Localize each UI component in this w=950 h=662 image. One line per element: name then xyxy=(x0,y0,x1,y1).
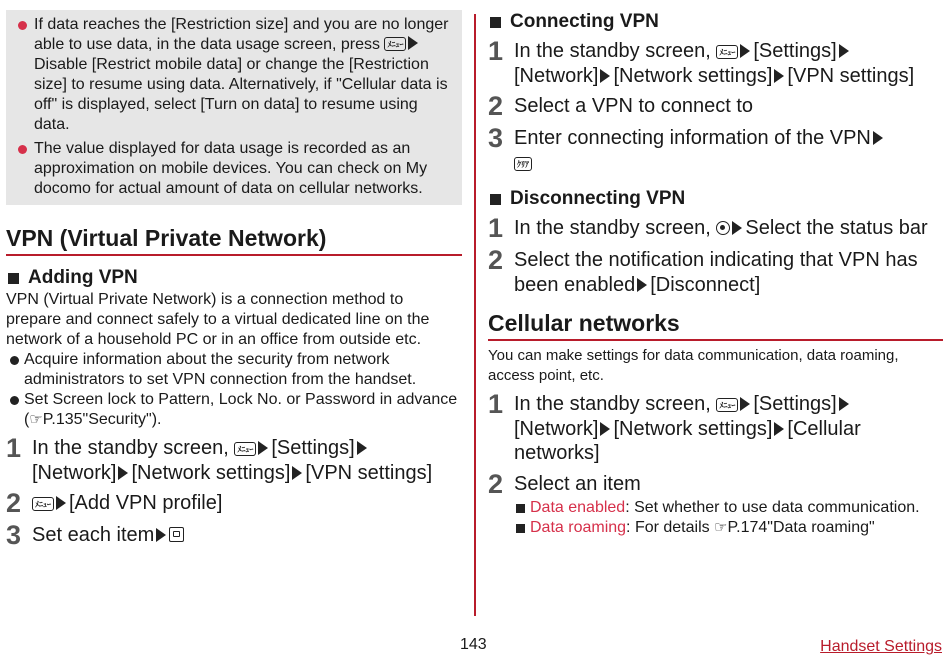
handset-settings-link[interactable]: Handset Settings xyxy=(820,638,942,655)
step-3-connect: 3 Enter connecting information of the VPN ｸﾘｱ xyxy=(488,126,943,175)
bullet-security-info: Acquire information about the security from network administrators to set VPN connection from the handset. xyxy=(6,350,462,390)
arrow-icon xyxy=(774,69,784,83)
home-key-icon xyxy=(716,221,730,235)
arrow-icon xyxy=(873,131,883,145)
cellular-networks-heading: Cellular networks xyxy=(488,309,943,341)
cellular-paragraph: You can make settings for data communication, data roaming, access point, etc. xyxy=(488,347,899,384)
arrow-icon xyxy=(740,397,750,411)
adding-vpn-paragraph: VPN (Virtual Private Network) is a connection method to prepare and connect safely to a virtual dedicated line on the network of a household PC or in an office from outside etc. xyxy=(6,291,430,348)
security-page-link[interactable]: P.135"Security"). xyxy=(42,411,162,428)
square-bullet-icon xyxy=(490,17,501,28)
connecting-vpn-heading: Connecting VPN xyxy=(488,10,943,34)
step-2-connect: 2 Select a VPN to connect to xyxy=(488,91,754,121)
disconnecting-vpn-heading: Disconnecting VPN xyxy=(488,187,943,211)
adding-vpn-heading: Adding VPN xyxy=(6,266,462,290)
arrow-icon xyxy=(156,528,166,542)
arrow-icon xyxy=(118,466,128,480)
note-restriction: If data reaches the [Restriction size] and you are no longer able to use data, in the data usage screen, press ﾒﾆｭｰDisable [Restrict mobile data] or change the [Restriction size] to resume using data. Alternatively, if "Cellular data is off" is displayed, select [Turn on data] to resume using data. xyxy=(12,15,452,135)
step-3-add-vpn: 3 Set each item xyxy=(6,523,462,549)
arrow-icon xyxy=(732,221,742,235)
page-number: 143 xyxy=(460,636,487,653)
step-1-add-vpn: 1 In the standby screen, ﾒﾆｭｰ [Settings] [Network] [Network settings] [VPN settings] xyxy=(6,433,433,484)
bullet-screen-lock: Set Screen lock to Pattern, Lock No. or Password in advance (☞P.135"Security"). xyxy=(6,390,462,430)
menu-key-icon: ﾒﾆｭｰ xyxy=(716,398,738,412)
arrow-icon xyxy=(292,466,302,480)
step-1-cellular: 1 In the standby screen, ﾒﾆｭｰ [Settings] [Network] [Network settings] [Cellular networks] xyxy=(488,389,861,464)
save-key-icon xyxy=(169,527,184,542)
menu-key-icon: ﾒﾆｭｰ xyxy=(234,442,256,456)
note-box xyxy=(6,10,462,205)
data-enabled-link[interactable]: Data enabled xyxy=(530,498,626,516)
arrow-icon xyxy=(637,278,647,292)
arrow-icon xyxy=(357,441,367,455)
vpn-heading: VPN (Virtual Private Network) xyxy=(6,224,462,256)
data-roaming-link[interactable]: Data roaming xyxy=(530,518,627,536)
arrow-icon xyxy=(839,397,849,411)
reference-icon: ☞ xyxy=(714,518,728,536)
menu-key-icon: ﾒﾆｭｰ xyxy=(716,45,738,59)
arrow-icon xyxy=(839,44,849,58)
sub-item-data-roaming: Data roaming: For details ☞P.174"Data roaming" xyxy=(488,518,943,538)
square-bullet-icon xyxy=(490,194,501,205)
arrow-icon xyxy=(258,441,268,455)
clear-key-icon: ｸﾘｱ xyxy=(514,157,532,171)
right-column xyxy=(488,10,943,538)
arrow-icon xyxy=(56,496,66,510)
arrow-icon xyxy=(408,36,418,50)
column-divider xyxy=(474,14,476,616)
arrow-icon xyxy=(740,44,750,58)
menu-key-icon: ﾒﾆｭｰ xyxy=(384,37,406,51)
arrow-icon xyxy=(600,69,610,83)
step-2-disconnect: 2 Select the notification indicating that VPN has been enabled [Disconnect] xyxy=(488,245,918,296)
step-1-disconnect: 1 In the standby screen, Select the status bar xyxy=(488,213,928,243)
note-approximation: The value displayed for data usage is recorded as an approximation on mobile devices. You can check on My docomo for actual amount of data on cellular networks. xyxy=(12,139,452,199)
sub-item-data-enabled: Data enabled: Set whether to use data communication. xyxy=(488,498,943,518)
reference-icon: ☞ xyxy=(29,411,43,428)
square-bullet-icon xyxy=(8,273,19,284)
data-roaming-page-link[interactable]: P.174"Data roaming" xyxy=(727,518,875,536)
menu-key-icon: ﾒﾆｭｰ xyxy=(32,497,54,511)
step-2-cellular: 2 Select an item xyxy=(488,468,641,499)
left-column xyxy=(6,10,462,549)
step-1-connect: 1 In the standby screen, ﾒﾆｭｰ [Settings] [Network] [Network settings] [VPN settings] xyxy=(488,36,915,87)
arrow-icon xyxy=(600,422,610,436)
arrow-icon xyxy=(774,422,784,436)
step-2-add-vpn: 2 ﾒﾆｭｰ [Add VPN profile] xyxy=(6,488,223,518)
